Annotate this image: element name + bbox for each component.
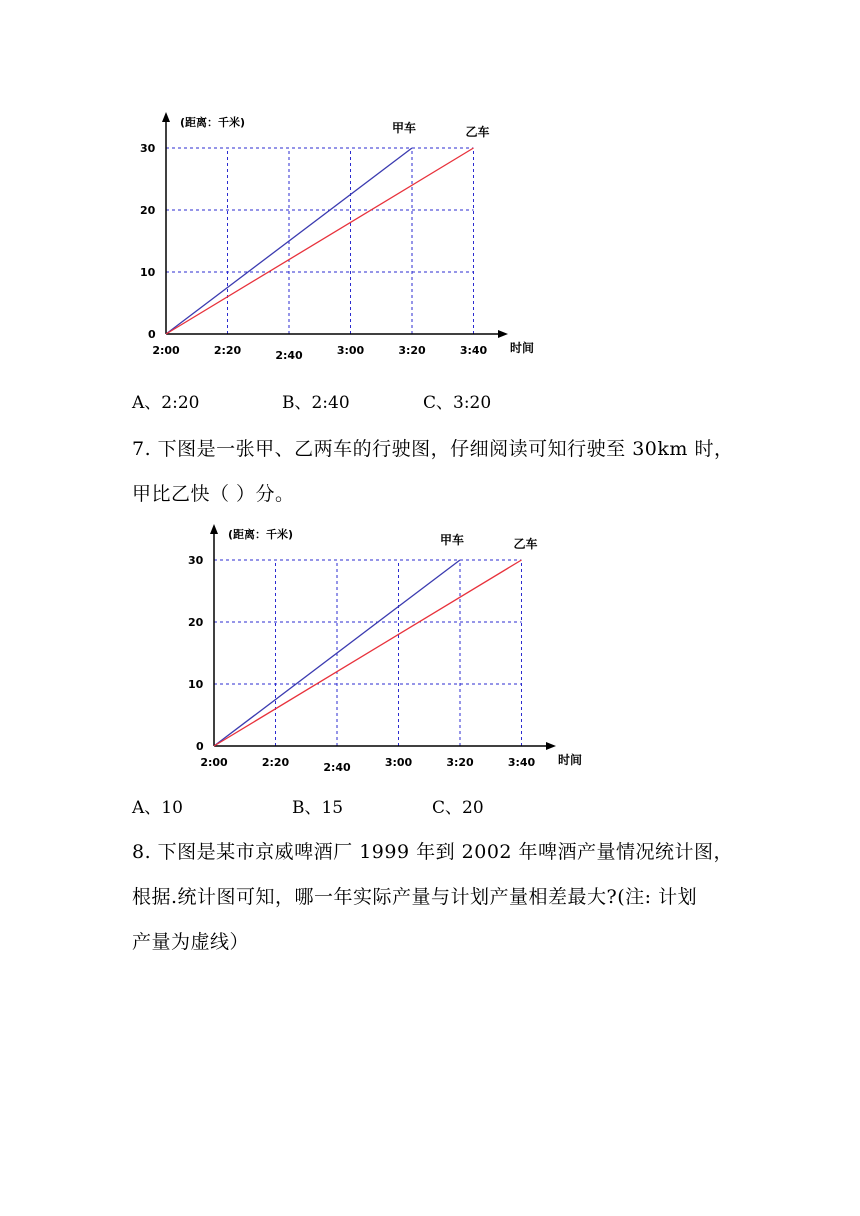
y-tick-label: 30 bbox=[188, 554, 204, 567]
chart-2-svg bbox=[168, 522, 608, 782]
x-tick-label: 3:40 bbox=[507, 756, 536, 769]
series-line-yi bbox=[166, 148, 474, 334]
y-tick-label: 10 bbox=[188, 678, 204, 691]
y-tick-label: 20 bbox=[188, 616, 204, 629]
x-tick-label: 2:20 bbox=[261, 756, 290, 769]
q8-line-3: 产量为虚线） bbox=[132, 931, 250, 953]
series-label-yi: 乙车 bbox=[513, 537, 538, 551]
q7-line-2: 甲比乙快（ ）分。 bbox=[132, 483, 295, 505]
y-tick-label: 10 bbox=[140, 266, 156, 279]
y-tick-label: 20 bbox=[140, 204, 156, 217]
q6-option-b[interactable]: B、2:40 bbox=[282, 393, 350, 413]
y-axis-arrow bbox=[162, 112, 170, 122]
x-axis-label: 时间 bbox=[510, 341, 535, 355]
series-label-jia: 甲车 bbox=[440, 533, 465, 547]
y-axis-arrow bbox=[210, 524, 218, 534]
x-tick-label: 3:00 bbox=[384, 756, 413, 769]
x-axis-arrow bbox=[498, 330, 508, 338]
q7-option-c[interactable]: C、20 bbox=[432, 798, 484, 818]
x-tick-label: 2:40 bbox=[275, 349, 303, 362]
q8-line-1: 8. 下图是某市京威啤酒厂 1999 年到 2002 年啤酒产量情况统计图， bbox=[132, 841, 734, 863]
x-tick-label: 2:00 bbox=[152, 344, 180, 357]
series-label-jia: 甲车 bbox=[392, 121, 417, 135]
x-tick-label: 2:00 bbox=[200, 756, 228, 769]
x-tick-label: 3:20 bbox=[398, 344, 426, 357]
series-label-yi: 乙车 bbox=[465, 125, 490, 139]
q7-option-b[interactable]: B、15 bbox=[292, 798, 344, 818]
x-tick-label: 3:00 bbox=[336, 344, 365, 357]
q8-line-2: 根据.统计图可知，哪一年实际产量与计划产量相差最大?(注: 计划 bbox=[132, 886, 698, 908]
x-tick-label: 2:40 bbox=[323, 761, 351, 774]
series-line-yi bbox=[214, 560, 522, 746]
q6-option-a[interactable]: A、2:20 bbox=[132, 393, 200, 413]
x-tick-label: 3:20 bbox=[446, 756, 474, 769]
distance-time-chart-2 bbox=[168, 522, 608, 782]
q6-option-c[interactable]: C、3:20 bbox=[423, 393, 492, 413]
x-axis-label: 时间 bbox=[558, 753, 583, 767]
origin-label: 0 bbox=[148, 328, 156, 341]
x-axis-arrow bbox=[546, 742, 556, 750]
origin-label: 0 bbox=[196, 740, 204, 753]
q7-line-1: 7. 下图是一张甲、乙两车的行驶图，仔细阅读可知行驶至 30km 时， bbox=[132, 438, 734, 460]
y-axis-label: (距离：千米) bbox=[228, 528, 294, 541]
q7-option-a[interactable]: A、10 bbox=[132, 798, 183, 818]
x-tick-label: 3:40 bbox=[459, 344, 488, 357]
y-axis-label: (距离：千米) bbox=[180, 116, 246, 129]
chart-1-svg bbox=[120, 110, 560, 370]
distance-time-chart-1 bbox=[120, 110, 560, 370]
x-tick-label: 2:20 bbox=[213, 344, 242, 357]
y-tick-label: 30 bbox=[140, 142, 156, 155]
